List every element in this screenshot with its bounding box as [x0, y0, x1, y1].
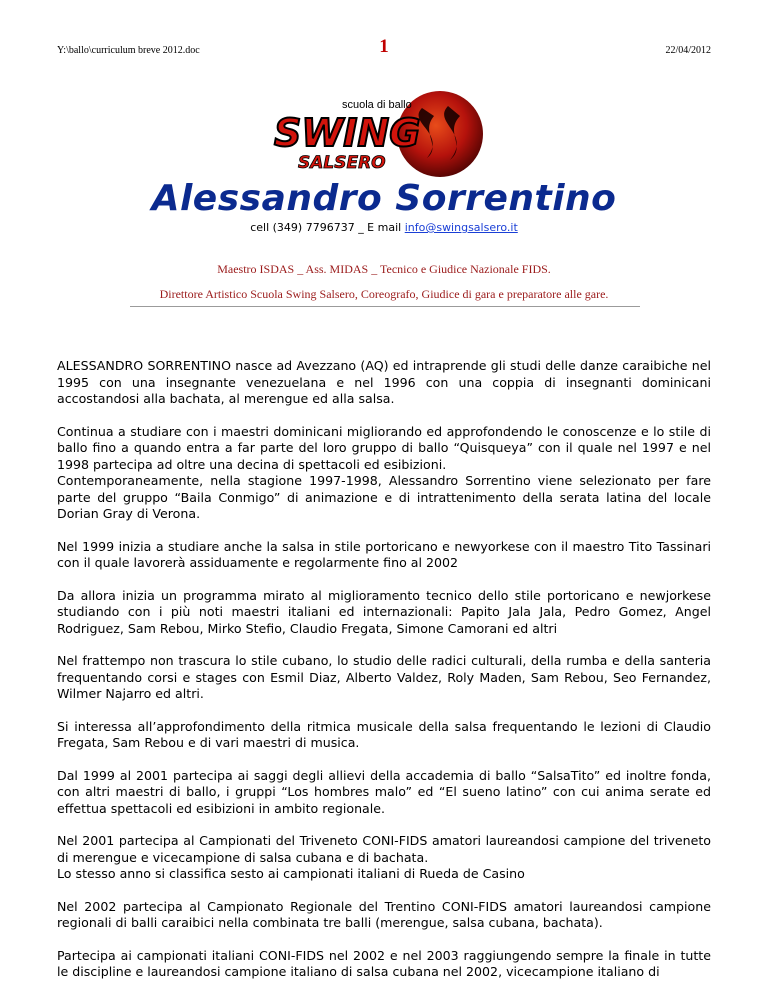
- paragraph-text: Lo stesso anno si classifica sesto ai campionati italiani di Rueda de Casino: [57, 866, 525, 881]
- logo-word-salsero: SALSERO: [298, 153, 386, 173]
- paragraph-text: Continua a studiare con i maestri dominicani migliorando ed approfondendo le conoscenze e lo stile di ballo fino a quando entra a far parte del loro gruppo di ballo “Quisqueya” con il quale nel 1997 e nel 1998 partecipa ad oltre una decina di spettacoli ed esibizioni.: [57, 423, 711, 472]
- paragraph-text: Contemporaneamente, nella stagione 1997-1998, Alessandro Sorrentino viene selezionato per fare parte del gruppo “Baila Conmigo” di animazione e di intrattenimento della serata latina del locale Dorian Gray di Verona.: [57, 473, 711, 521]
- logo-tagline: scuola di ballo: [342, 99, 412, 111]
- qualification-line-2: Direttore Artistico Scuola Swing Salsero, Coreografo, Giudice di gara e preparatore alle gare.: [159, 287, 609, 301]
- paragraph-text: Nel 1999 inizia a studiare anche la salsa in stile portoricano e newyorkese con il maestro Tito Tassinari con il quale lavorerà assiduamente e regolarmente fino al 2002: [57, 538, 711, 570]
- divider: [130, 306, 640, 307]
- paragraph: [57, 588, 711, 638]
- paragraph: [57, 833, 711, 883]
- paragraph: [57, 424, 711, 523]
- paragraph-text: Nel 2002 partecipa al Campionato Regionale del Trentino CONI-FIDS amatori laureandosi campione regionali di balli caraibici nella combinata tre balli (merengue, salsa cubana, bachata).: [57, 898, 711, 930]
- header-page-number: 1: [379, 36, 389, 57]
- logo-word-swing: SWING: [274, 111, 421, 155]
- paragraph-text: Dal 1999 al 2001 partecipa ai saggi degli allievi della accademia di ballo “SalsaTito” ed inoltre fonda, con altri maestri di ballo, i gruppi “Los hombres malo” ed “El sueno latino” con cui anima serate ed effettua spettacoli ed esibizioni in ambito regionale.: [57, 767, 711, 816]
- paragraph: [57, 358, 711, 408]
- paragraph: [57, 768, 711, 818]
- paragraph: [57, 653, 711, 703]
- paragraph: [57, 539, 711, 572]
- qualification-line-1: Maestro ISDAS _ Ass. MIDAS _ Tecnico e Giudice Nazionale FIDS.: [217, 262, 551, 276]
- paragraph-text: Partecipa ai campionati italiani CONI-FIDS nel 2002 e nel 2003 raggiungendo sempre la finale in tutte le discipline e laureandosi campione italiano di salsa cubana nel 2002, vicecampione italiano di: [57, 947, 711, 979]
- paragraph-text: Si interessa all’approfondimento della ritmica musicale della salsa frequentando le lezioni di Claudio Fregata, Sam Rebou e di vari maestri di musica.: [57, 718, 711, 750]
- paragraph-text: Nel 2001 partecipa al Campionati del Triveneto CONI-FIDS amatori laureandosi campione del triveneto di merengue e vicecampione di salsa cubana e di bachata.: [57, 833, 711, 865]
- paragraph: [57, 899, 711, 932]
- contact-line: [0, 221, 768, 234]
- swing-salsero-logo: [272, 88, 498, 180]
- person-name: Alessandro Sorrentino: [151, 178, 617, 219]
- paragraph-text: Da allora inizia un programma mirato al miglioramento tecnico dello stile portoricano e newjorkese studiando con i più noti maestri italiani ed internazionali: Papito Jala Jala, Pedro Gomez, Angel Rodriguez, Sam Rebou, Mirko Stefio, Claudio Fregata, Simone Camorani ed altri: [57, 587, 711, 636]
- paragraph-text: Nel frattempo non trascura lo stile cubano, lo studio delle radici culturali, della rumba e della santeria frequentando corsi e stages con Esmil Diaz, Alberto Valdez, Roly Maden, Sam Rebou, Seo Fernandez, Wilmer Najarro ed altri.: [57, 653, 711, 701]
- email-link[interactable]: info@swingsalsero.it: [404, 221, 518, 234]
- biography-body: [57, 358, 711, 997]
- paragraph-text: ALESSANDRO SORRENTINO nasce ad Avezzano (AQ) ed intraprende gli studi delle danze caraibiche nel 1995 con una insegnante venezuelana e nel 1996 con una coppia di insegnanti dominicani accostandosi alla bachata, al merengue ed alla salsa.: [57, 358, 711, 406]
- header-file-path: Y:\ballo\curriculum breve 2012.doc: [57, 45, 200, 56]
- header-date: 22/04/2012: [665, 45, 711, 56]
- paragraph: [57, 948, 711, 981]
- paragraph: [57, 719, 711, 752]
- contact-phone: cell (349) 7796737 _ E mail: [250, 221, 405, 234]
